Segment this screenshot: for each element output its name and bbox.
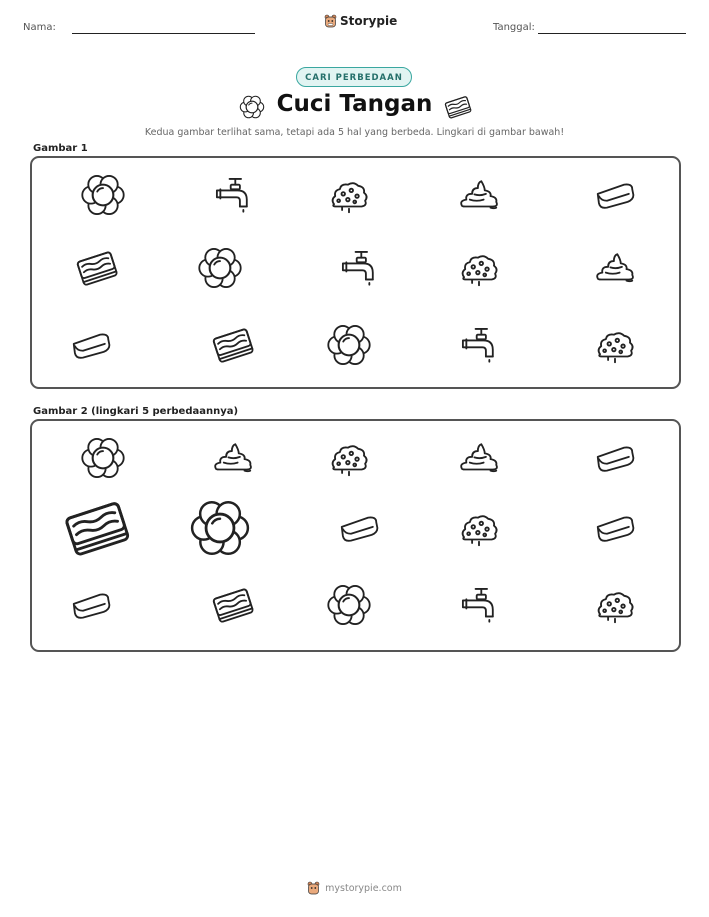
flower-icon[interactable]	[326, 582, 372, 628]
name-label: Nama:	[23, 22, 56, 33]
soap-icon[interactable]	[336, 505, 382, 551]
footer-url: mystorypie.com	[325, 882, 402, 894]
brand-name: Storypie	[340, 14, 398, 28]
flower-icon[interactable]	[80, 435, 126, 481]
mascot-icon	[307, 881, 320, 895]
flower-icon	[197, 245, 243, 291]
cream-icon	[592, 245, 638, 291]
flower-icon	[80, 172, 126, 218]
cream-icon	[456, 172, 502, 218]
faucet-icon	[336, 245, 382, 291]
sponge-icon	[210, 322, 256, 368]
soap-icon[interactable]	[592, 505, 638, 551]
soap-icon	[592, 172, 638, 218]
date-line[interactable]	[538, 33, 686, 34]
cream-icon[interactable]	[456, 435, 502, 481]
activity-badge: CARI PERBEDAAN	[296, 67, 412, 87]
mascot-icon	[324, 14, 337, 28]
page-title: Cuci Tangan	[276, 91, 433, 117]
faucet-icon[interactable]	[456, 582, 502, 628]
soap-icon[interactable]	[592, 435, 638, 481]
foam-icon	[326, 172, 372, 218]
foam-icon	[456, 245, 502, 291]
soap-icon	[68, 322, 114, 368]
title-flower-icon	[239, 94, 265, 120]
foam-icon[interactable]	[592, 582, 638, 628]
panel1-label: Gambar 1	[33, 143, 88, 154]
foam-icon[interactable]	[456, 505, 502, 551]
instructions: Kedua gambar terlihat sama, tetapi ada 5 hal yang berbeda. Lingkari di gambar bawah!	[144, 127, 565, 138]
soap-icon[interactable]	[68, 582, 114, 628]
flower-icon	[326, 322, 372, 368]
title-sponge-icon	[443, 92, 473, 122]
sponge-icon[interactable]	[210, 582, 256, 628]
foam-icon[interactable]	[326, 435, 372, 481]
panel2-label: Gambar 2 (lingkari 5 perbedaannya)	[33, 406, 239, 417]
cream-icon[interactable]	[210, 435, 256, 481]
sponge-icon	[74, 245, 120, 291]
foam-icon	[592, 322, 638, 368]
flower-icon[interactable]	[189, 497, 251, 559]
footer	[0, 881, 709, 895]
name-line[interactable]	[72, 33, 255, 34]
sponge-icon[interactable]	[61, 492, 133, 564]
faucet-icon	[210, 172, 256, 218]
brand-logo	[324, 14, 397, 28]
date-label: Tanggal:	[493, 22, 535, 33]
faucet-icon	[456, 322, 502, 368]
